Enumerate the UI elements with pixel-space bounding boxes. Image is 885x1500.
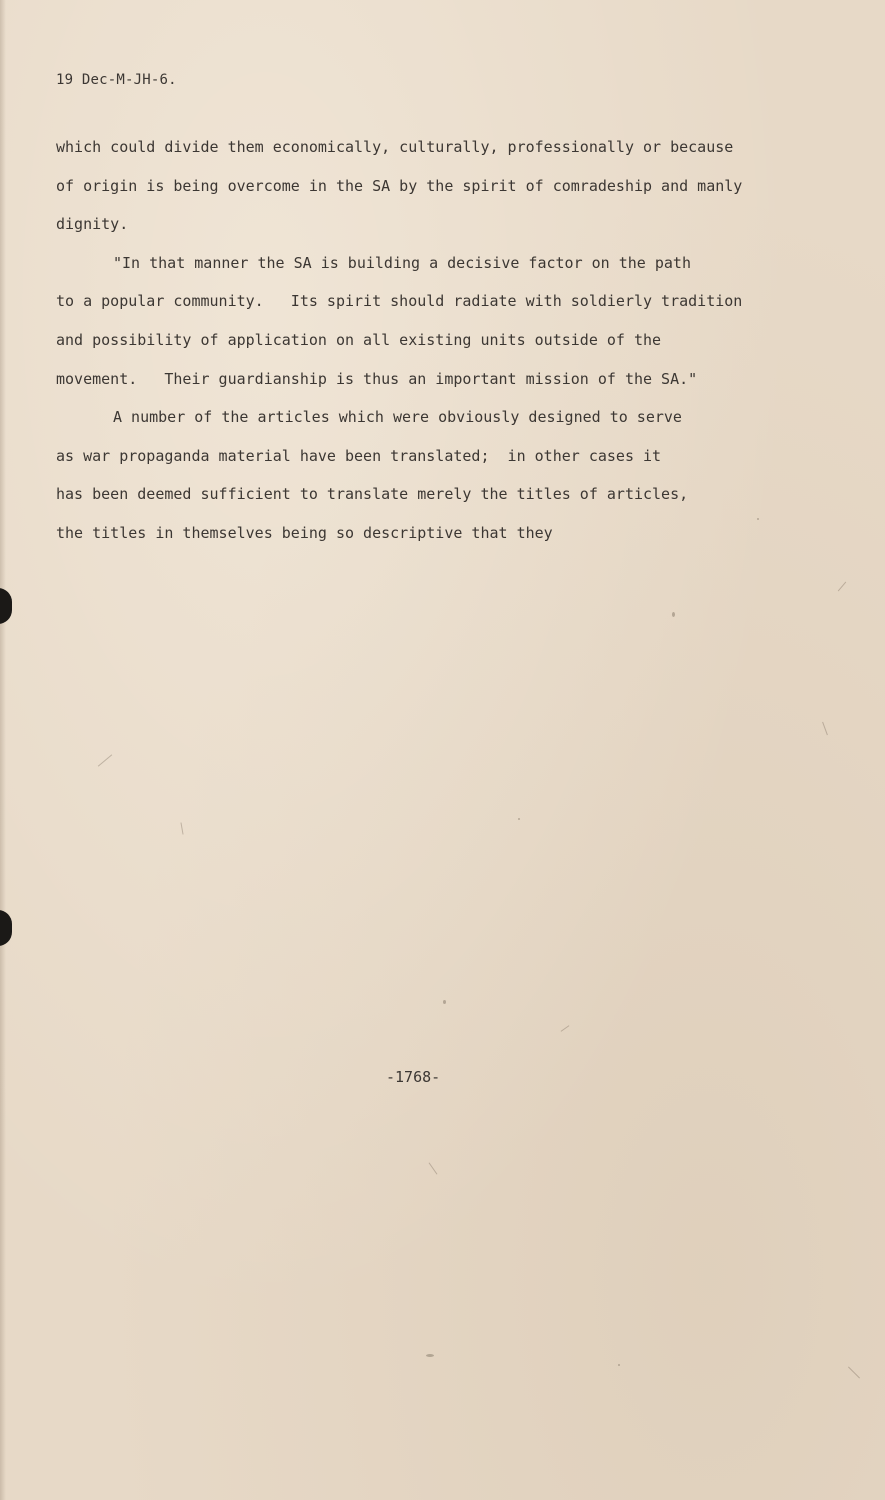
text-line-paragraph-start: A number of the articles which were obviously designed to serve <box>113 408 682 427</box>
paper-speck <box>618 1364 620 1366</box>
text-line: the titles in themselves being so descriptive that they <box>56 523 553 542</box>
document-body-text <box>56 128 836 553</box>
text-line: dignity. <box>56 215 129 234</box>
paper-fiber <box>848 1366 860 1378</box>
document-reference-header: 19 Dec-M-JH-6. <box>56 72 177 88</box>
paper-fiber <box>561 1025 570 1032</box>
paper-speck <box>518 818 520 820</box>
paper-fiber <box>838 582 846 592</box>
paper-fiber <box>822 722 828 735</box>
paper-speck <box>443 1000 446 1004</box>
text-line-paragraph-start: "In that manner the SA is building a decisive factor on the path <box>113 253 691 272</box>
page-number: -1768- <box>386 1068 441 1086</box>
paper-speck <box>426 1354 434 1357</box>
paper-fiber <box>429 1162 438 1174</box>
text-line: of origin is being overcome in the SA by the spirit of comradeship and manly <box>56 176 743 195</box>
binding-hole-mark-bottom <box>0 910 12 946</box>
text-line: as war propaganda material have been translated; in other cases it <box>56 446 662 465</box>
paper-fiber <box>180 823 183 835</box>
paper-speck <box>672 612 675 617</box>
text-line: movement. Their guardianship is thus an important mission of the SA." <box>56 369 698 388</box>
page-left-edge <box>0 0 6 1500</box>
binding-hole-mark-top <box>0 588 12 624</box>
paper-fiber <box>98 754 112 766</box>
text-line: to a popular community. Its spirit should radiate with soldierly tradition <box>56 292 743 311</box>
text-line: which could divide them economically, culturally, professionally or because <box>56 138 734 156</box>
text-line: and possibility of application on all existing units outside of the <box>56 330 662 349</box>
text-line: has been deemed sufficient to translate merely the titles of articles, <box>56 485 689 504</box>
